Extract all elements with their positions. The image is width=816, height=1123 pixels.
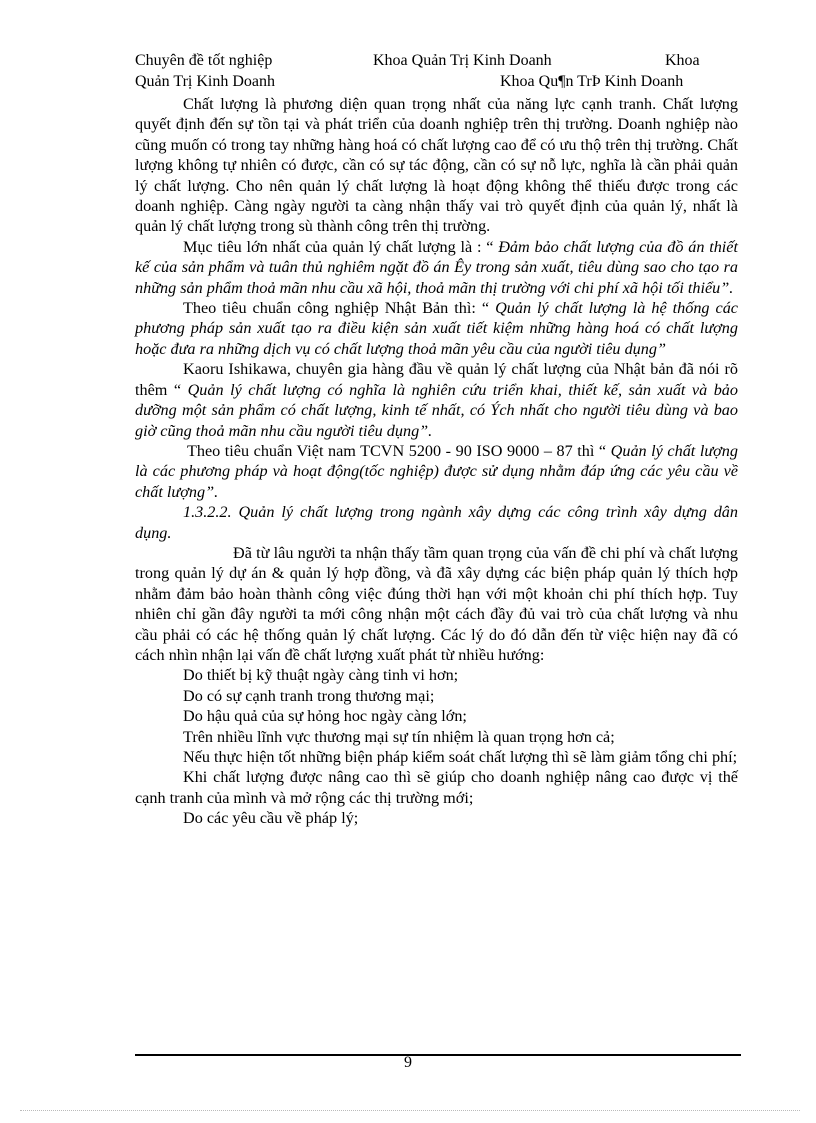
paragraph-3-quote: Quản lý chất lượng là hệ thống các phương pháp sản xuất tạo ra điều kiện sản xuất tiết kiệm những hàng hoá có chất lượng hoặc đưa ra những dịch vụ có chất lượng thoả mãn yêu cầu của người tiêu dụng” — [135, 299, 738, 358]
paragraph-3 — [135, 298, 738, 359]
list-item-2: Do có sự cạnh tranh trong thương mại; — [183, 686, 435, 705]
section-heading: 1.3.2.2. Quản lý chất lượng trong ngành xây dựng các công trình xây dựng dân dụng. — [135, 503, 738, 542]
header-department-garbled: Khoa Qu¶n TrÞ Kinh Doanh — [500, 73, 684, 90]
header-doc-type: Chuyên đề tốt nghiệp — [135, 52, 273, 69]
paragraph-3-lead: Theo tiêu chuẩn công nghiệp Nhật Bản thì: “ — [183, 299, 496, 318]
paragraph-5 — [135, 441, 738, 502]
header-faculty: Khoa Quản Trị Kinh Doanh — [373, 52, 552, 69]
paragraph-1: Chất lượng là phương diện quan trọng nhất của năng lực cạnh tranh. Chất lượng quyết định đến sự tồn tại và phát triển của doanh nghiệp trên thị trường. Doanh nghiệp nào cũng muốn có trong tay những hàng hoá có chất lượng cao để có ưu thộ trên thị trường. Chất lượng không tự nhiên có được, cần có sự tác động, cần có sự nỗ lực, nghĩa là cần phải quản lý chất lượng. Cho nên quản lý chất lượng là hoạt động không thể thiếu được trong các doanh nghiệp. Càng ngày người ta càng nhận thấy vai trò quyết định của quản lý, nhất là quản lý chất lượng trong sù thành công trên thị trường. — [135, 95, 738, 236]
header-line-2 — [135, 71, 740, 92]
paragraph-2 — [135, 237, 738, 298]
list-item-1: Do thiết bị kỹ thuật ngày càng tinh vi hơn; — [183, 666, 459, 685]
page-number: 9 — [404, 1054, 412, 1071]
paragraph-4-lead: Kaoru Ishikawa, chuyên gia hàng đầu về quản lý chất lượng của Nhật bản đã nói rõ thêm “ — [135, 360, 738, 399]
page-bottom-edge — [20, 1110, 800, 1111]
paragraph-2-quote: Đảm bảo chất lượng của đồ án thiết kế của sản phẩm và tuân thủ nghiêm ngặt đồ án Êy trong sản xuất, tiêu dùng sao cho tạo ra những sản phẩm thoả mãn nhu cầu xã hội, thoả mãn thị trường với chi phí xã hội tối thiểu”. — [135, 237, 738, 297]
list-item-5: Nếu thực hiện tốt những biện pháp kiểm soát chất lượng thì sẽ làm giảm tổng chi phí; — [183, 748, 738, 766]
paragraph-2-lead: Mục tiêu lớn nhất của quản lý chất lượng là : “ — [183, 237, 499, 256]
list-item-7: Do các yêu cầu về pháp lý; — [183, 809, 359, 828]
header-department: Quản Trị Kinh Doanh — [135, 73, 276, 90]
list-item-3: Do hậu quả của sự hỏng hoc ngày càng lớn; — [183, 707, 467, 726]
paragraph-5-quote: Quản lý chất lượng là các phương pháp và hoạt động(tốc nghiệp) được sử dụng nhằm đáp ứng các yêu cầu về chất lượng”. — [135, 441, 738, 501]
header-faculty-continued: Khoa — [665, 52, 700, 69]
list-item-4: Trên nhiều lĩnh vực thương mại sự tín nhiệm là quan trọng hơn cả; — [183, 727, 615, 746]
page-header — [135, 50, 740, 92]
paragraph-4 — [135, 359, 738, 441]
paragraph-4-quote: Quản lý chất lượng có nghĩa là nghiên cứu triển khai, thiết kế, sản xuất và bảo dưỡng một sản phẩm có chất lượng, kinh tế nhất, có Ých nhất cho người tiêu dùng và bao giờ cũng thoả mãn nhu cầu người tiêu dụng”. — [135, 380, 738, 440]
paragraph-6: Đã từ lâu người ta nhận thấy tầm quan trọng của vấn đề chi phí và chất lượng trong quản lý dự án & quản lý hợp đồng, và đã xây dựng các biện pháp quản lý thích hợp nhằm đảm bảo hoàn thành công việc đúng thời hạn với một khoản chi phí thích hợp. Tuy nhiên chỉ gần đây người ta mới công nhận một cách đầy đủ vai trò của chất lượng và nhu cầu phải có các hệ thống quản lý chất lượng. Các lý do đó dẫn đến từ việc hiện nay đã có cách nhìn nhận lại vấn đề chất lượng xuất phát từ nhiều hướng: — [135, 543, 738, 664]
paragraph-5-lead: Theo tiêu chuẩn Việt nam TCVN 5200 - 90 ISO 9000 – 87 thì “ — [187, 441, 611, 460]
list-item-6: Khi chất lượng được nâng cao thì sẽ giúp cho doanh nghiệp nâng cao được vị thế cạnh tranh của mình và mở rộng các thị trường mới; — [135, 768, 738, 807]
document-body — [135, 94, 738, 829]
header-line-1 — [135, 50, 740, 71]
